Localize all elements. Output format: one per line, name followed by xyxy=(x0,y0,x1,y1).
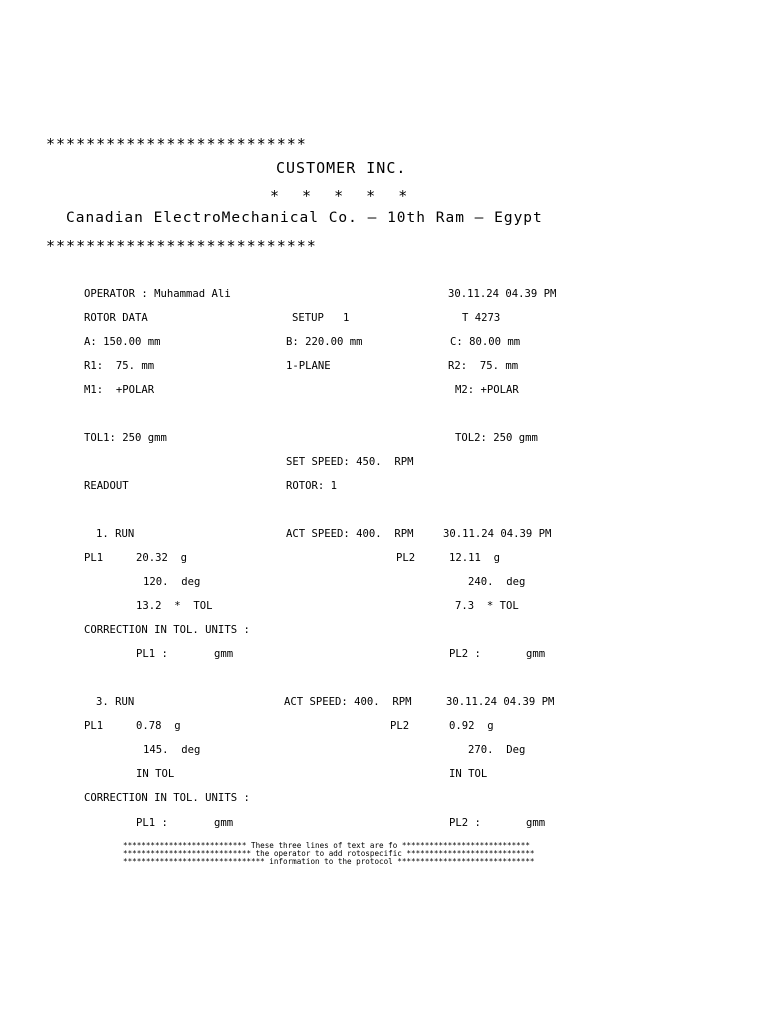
run1-act-speed: ACT SPEED: 400. RPM xyxy=(286,528,414,540)
run1-pl1-tol: 13.2 * TOL xyxy=(136,600,213,612)
dim-b: B: 220.00 mm xyxy=(286,336,363,348)
run1-pl1-angle: 120. deg xyxy=(143,576,201,588)
company-name: Canadian ElectroMechanical Co. — 10th Ram — Egypt xyxy=(66,210,543,226)
radius-r1: R1: 75. mm xyxy=(84,360,155,372)
run1-pl2-correction-unit: gmm xyxy=(526,648,546,660)
set-speed: SET SPEED: 450. RPM xyxy=(286,456,414,468)
run3-pl2-correction: PL2 : xyxy=(449,817,481,829)
tolerance-2: TOL2: 250 gmm xyxy=(455,432,538,444)
run1-pl2-angle: 240. deg xyxy=(468,576,526,588)
customer-title: CUSTOMER INC. xyxy=(276,159,407,177)
run3-pl1-tol: IN TOL xyxy=(136,768,175,780)
setup-value: SETUP 1 xyxy=(292,312,350,324)
run3-pl2-tol: IN TOL xyxy=(449,768,488,780)
run1-pl2-label: PL2 xyxy=(396,552,416,564)
run1-pl1-weight: 20.32 g xyxy=(136,552,188,564)
run3-act-speed: ACT SPEED: 400. RPM xyxy=(284,696,412,708)
rotor-data-label: ROTOR DATA xyxy=(84,312,148,324)
run1-datetime: 30.11.24 04.39 PM xyxy=(443,528,552,540)
run1-pl1-correction: PL1 : xyxy=(136,648,168,660)
mode-m2: M2: +POLAR xyxy=(455,384,519,396)
t-code: T 4273 xyxy=(462,312,501,324)
run3-datetime: 30.11.24 04.39 PM xyxy=(446,696,555,708)
mode-m1: M1: +POLAR xyxy=(84,384,155,396)
protocol-note-line-1: *************************** These three lines of text are fo **************************** xyxy=(123,842,530,850)
operator-datetime: 30.11.24 04.39 PM xyxy=(448,288,557,300)
dim-a: A: 150.00 mm xyxy=(84,336,161,348)
run3-pl2-angle: 270. Deg xyxy=(468,744,526,756)
tolerance-1: TOL1: 250 gmm xyxy=(84,432,167,444)
run3-pl2-label: PL2 xyxy=(390,720,410,732)
run1-pl1-label: PL1 xyxy=(84,552,104,564)
run1-pl2-tol: 7.3 * TOL xyxy=(455,600,519,612)
run1-pl2-weight: 12.11 g xyxy=(449,552,501,564)
header-stars-bottom: *************************** xyxy=(46,238,317,254)
run3-label: 3. RUN xyxy=(96,696,135,708)
radius-r2: R2: 75. mm xyxy=(448,360,519,372)
protocol-note-line-2: **************************** the operator to add rotospecific **************************** xyxy=(123,850,535,858)
header-stars-top: ************************** xyxy=(46,136,307,152)
run3-pl1-correction: PL1 : xyxy=(136,817,168,829)
run3-pl1-label: PL1 xyxy=(84,720,104,732)
dim-c: C: 80.00 mm xyxy=(450,336,521,348)
run1-label: 1. RUN xyxy=(96,528,135,540)
run1-correction-label: CORRECTION IN TOL. UNITS : xyxy=(84,624,250,636)
readout-label: READOUT xyxy=(84,480,129,492)
run3-pl1-correction-unit: gmm xyxy=(214,817,234,829)
run3-pl1-angle: 145. deg xyxy=(143,744,201,756)
run1-pl1-correction-unit: gmm xyxy=(214,648,234,660)
plane-mode: 1-PLANE xyxy=(286,360,331,372)
run3-correction-label: CORRECTION IN TOL. UNITS : xyxy=(84,792,250,804)
run1-pl2-correction: PL2 : xyxy=(449,648,481,660)
protocol-note-line-3: ******************************* information to the protocol ****************************** xyxy=(123,858,535,866)
run3-pl1-weight: 0.78 g xyxy=(136,720,181,732)
rotor-number: ROTOR: 1 xyxy=(286,480,338,492)
run3-pl2-weight: 0.92 g xyxy=(449,720,494,732)
run3-pl2-correction-unit: gmm xyxy=(526,817,546,829)
header-stars-mid: * * * * * xyxy=(270,187,415,205)
operator-line: OPERATOR : Muhammad Ali xyxy=(84,288,231,300)
